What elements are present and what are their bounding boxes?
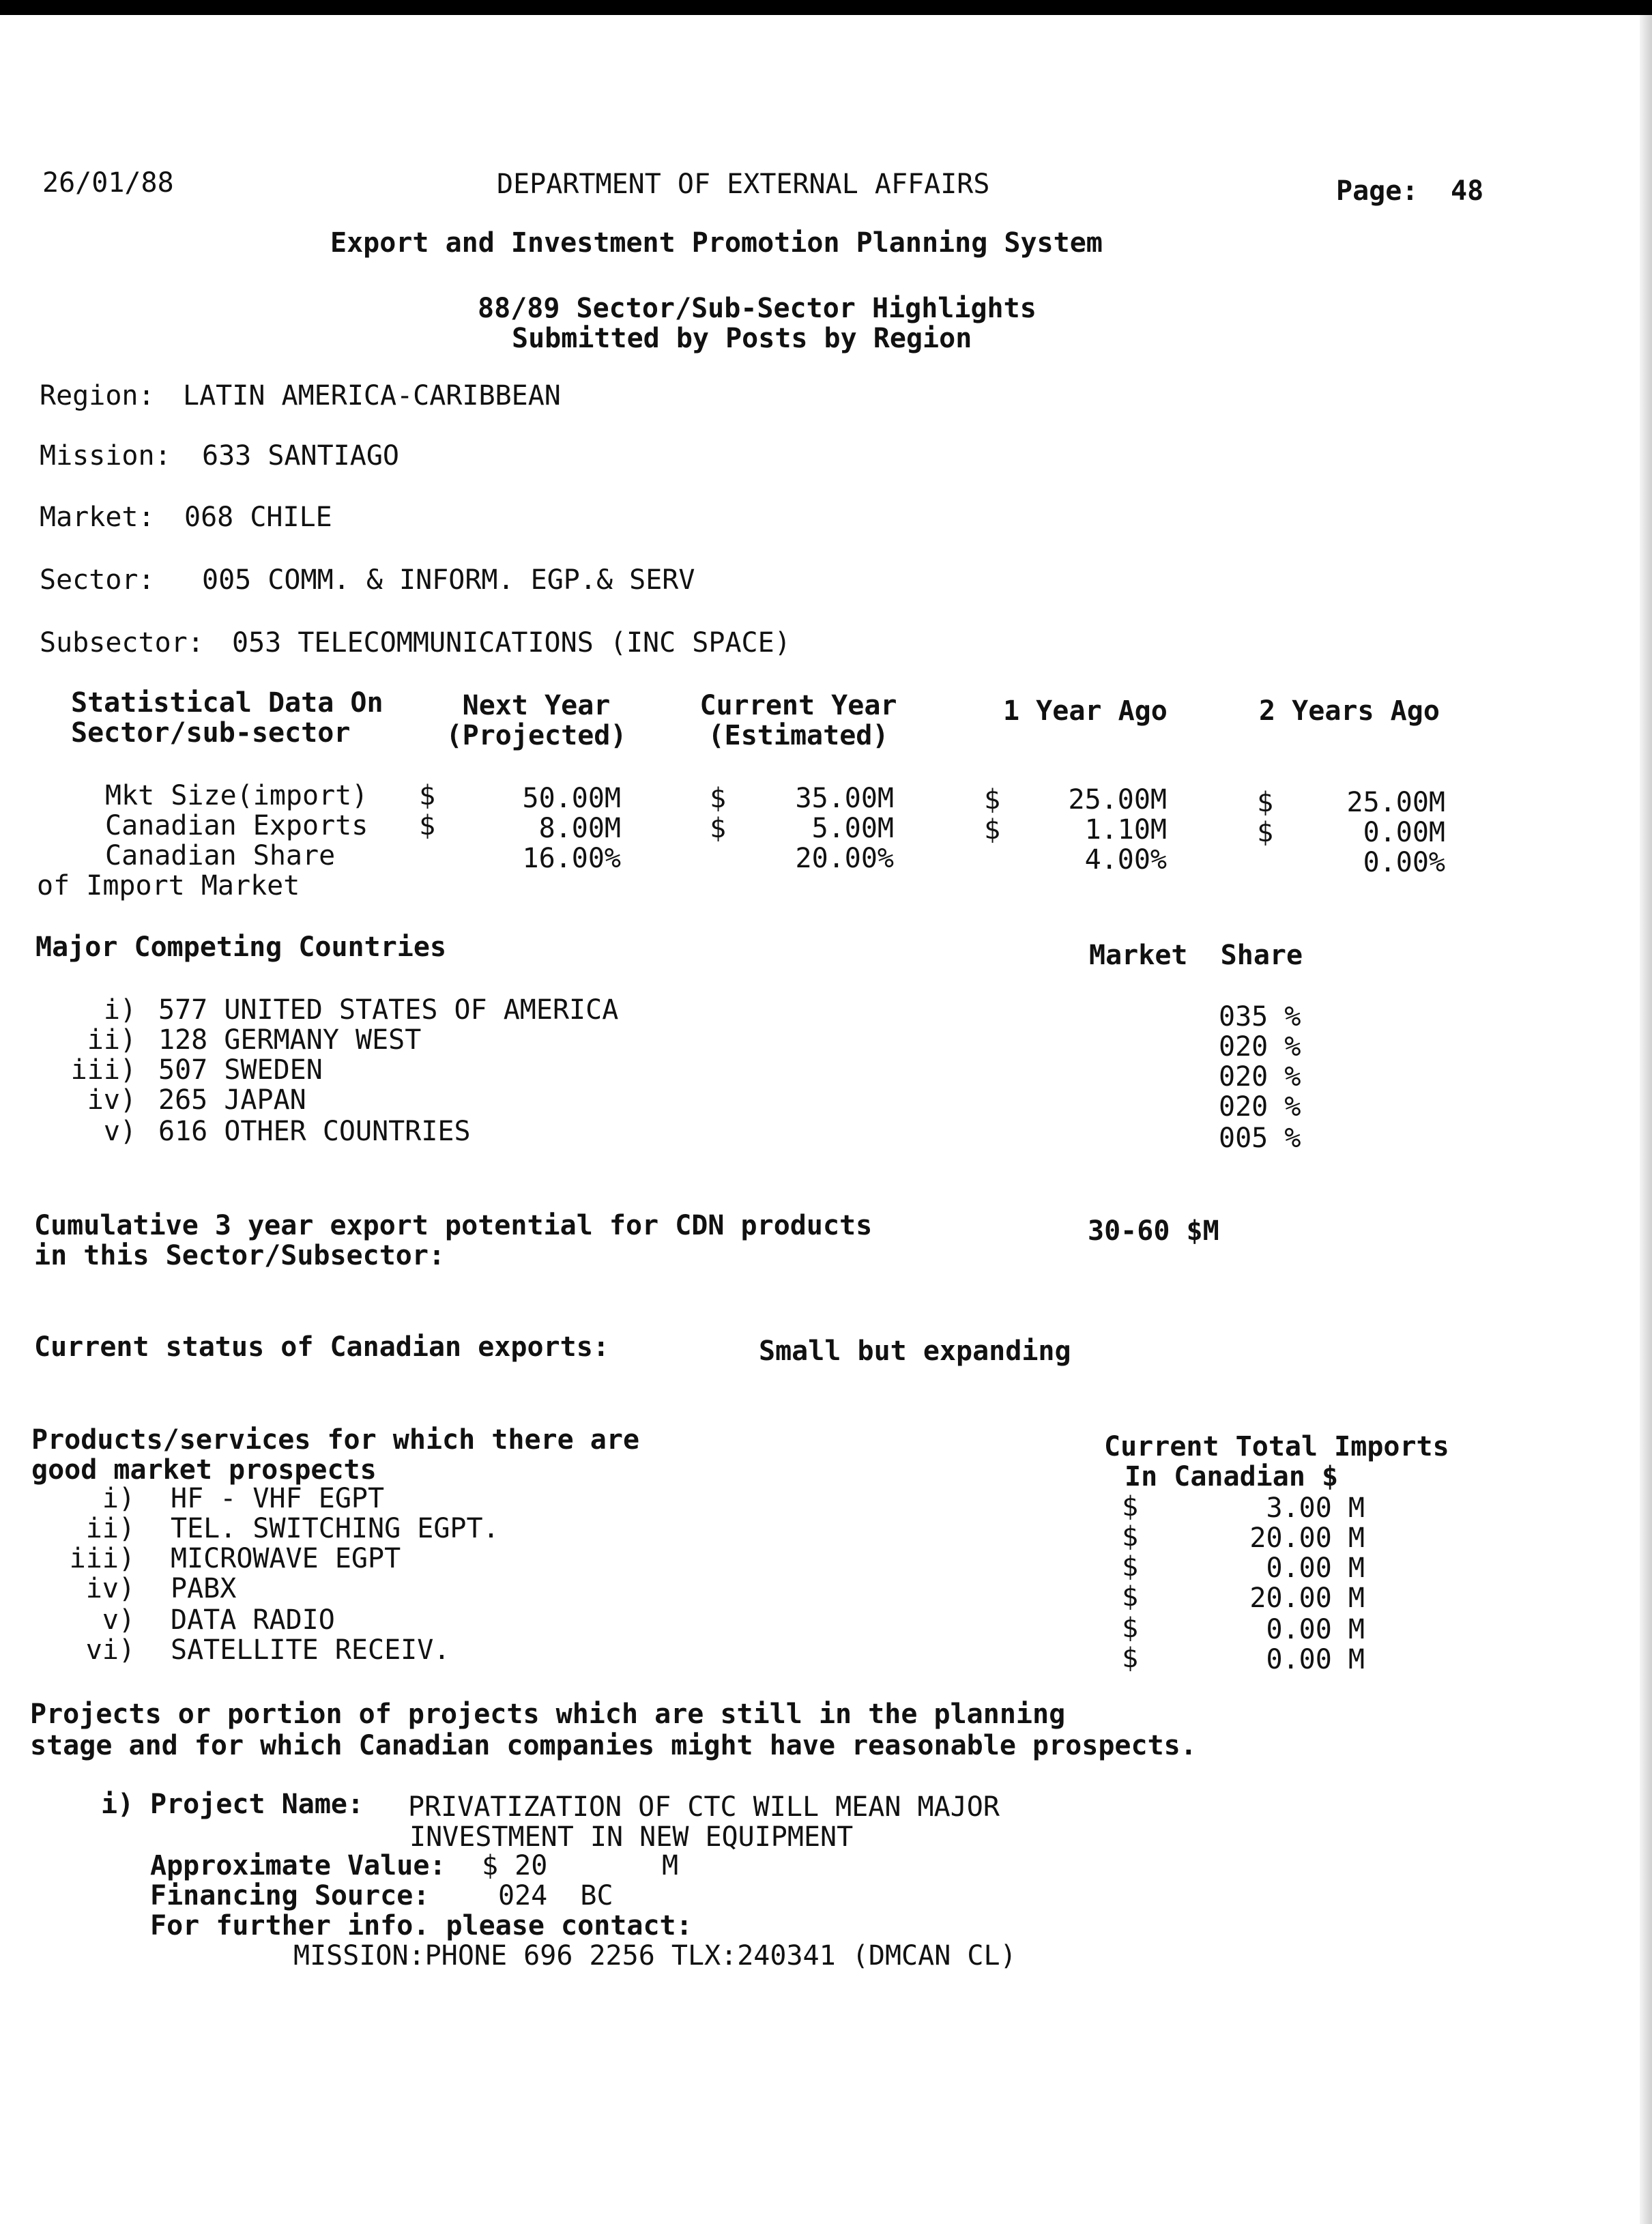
- stat-row-label: Canadian Share: [105, 840, 336, 871]
- product-currency: $: [1122, 1491, 1139, 1522]
- col-1-year-ago: 1 Year Ago: [1003, 695, 1168, 727]
- market-value: 068 CHILE: [184, 502, 332, 533]
- stat-value: 0.00M: [1363, 817, 1445, 848]
- product-numeral: ii): [85, 1513, 135, 1544]
- stat-value: 16.00%: [522, 843, 621, 874]
- competitor-share: 020 %: [1219, 1031, 1301, 1063]
- department-name: DEPARTMENT OF EXTERNAL AFFAIRS: [497, 169, 990, 200]
- report-subtitle: Submitted by Posts by Region: [512, 323, 972, 354]
- contact-value: MISSION:PHONE 696 2256 TLX:240341 (DMCAN CL): [293, 1940, 1017, 1972]
- competitor-name: 507 SWEDEN: [158, 1054, 323, 1086]
- stat-value: 1.10M: [1084, 814, 1167, 846]
- stat-value: 25.00M: [1346, 787, 1445, 818]
- product-currency: $: [1122, 1521, 1139, 1553]
- sector-label: Sector:: [40, 564, 155, 596]
- status-value: Small but expanding: [759, 1335, 1071, 1367]
- projects-intro-line2: stage and for which Canadian companies might have reasonable prospects.: [30, 1730, 1197, 1761]
- product-numeral: i): [102, 1483, 135, 1514]
- financing-value: 024 BC: [498, 1880, 613, 1911]
- region-label: Region:: [40, 380, 155, 411]
- stat-currency: $: [1257, 787, 1274, 818]
- stat-currency: $: [710, 813, 727, 844]
- project-value-label: Approximate Value:: [150, 1850, 446, 1881]
- stat-value: 25.00M: [1068, 784, 1167, 815]
- col-next-year-sub: (Projected): [446, 720, 627, 751]
- products-heading-line1: Products/services for which there are: [31, 1424, 640, 1456]
- page-label: Page:: [1336, 175, 1419, 207]
- market-label: Market:: [40, 502, 155, 533]
- potential-line1: Cumulative 3 year export potential for CDN products: [34, 1210, 873, 1241]
- product-currency: $: [1122, 1551, 1139, 1583]
- mission-value: 633 SANTIAGO: [202, 440, 399, 472]
- stat-value: 0.00%: [1363, 847, 1445, 878]
- stat-currency: $: [1257, 817, 1274, 848]
- stat-row-label: Canadian Exports: [105, 810, 368, 841]
- project-name-line2: INVESTMENT IN NEW EQUIPMENT: [409, 1821, 854, 1853]
- competitors-heading: Major Competing Countries: [35, 932, 447, 963]
- product-name: SATELLITE RECEIV.: [171, 1634, 450, 1666]
- financing-label: Financing Source:: [150, 1880, 430, 1911]
- project-value: $ 20: [482, 1850, 548, 1881]
- stat-currency: $: [419, 780, 436, 811]
- stat-value: 35.00M: [795, 783, 894, 814]
- competitor-share: 020 %: [1219, 1091, 1301, 1123]
- competitor-name: 577 UNITED STATES OF AMERICA: [158, 994, 619, 1026]
- stat-value: 5.00M: [811, 813, 894, 844]
- page-number: 48: [1451, 175, 1484, 207]
- product-import-value: 0.00 M: [1266, 1614, 1365, 1645]
- stat-value: 50.00M: [522, 783, 621, 814]
- competitor-numeral: iv): [87, 1084, 136, 1116]
- region-value: LATIN AMERICA-CARIBBEAN: [183, 380, 561, 411]
- product-name: DATA RADIO: [171, 1604, 335, 1636]
- stat-value: 8.00M: [538, 813, 621, 844]
- col-next-year: Next Year: [462, 690, 611, 721]
- competitor-name: 616 OTHER COUNTRIES: [158, 1116, 471, 1147]
- stats-heading-line2: Sector/sub-sector: [71, 717, 351, 749]
- product-name: HF - VHF EGPT: [171, 1483, 385, 1514]
- col-2-years-ago: 2 Years Ago: [1259, 695, 1440, 727]
- market-share-heading: Market Share: [1089, 940, 1303, 971]
- product-name: PABX: [171, 1573, 237, 1604]
- products-heading-line2: good market prospects: [31, 1454, 377, 1486]
- subsector-value: 053 TELECOMMUNICATIONS (INC SPACE): [232, 627, 791, 659]
- competitor-numeral: iii): [70, 1054, 136, 1086]
- contact-label: For further info. please contact:: [150, 1910, 693, 1941]
- product-numeral: vi): [85, 1634, 135, 1666]
- report-date: 26/01/88: [42, 167, 174, 199]
- stat-currency: $: [419, 810, 436, 841]
- status-label: Current status of Canadian exports:: [34, 1331, 609, 1363]
- project-numeral: i): [101, 1789, 134, 1820]
- product-name: MICROWAVE EGPT: [171, 1543, 401, 1574]
- stat-value: 4.00%: [1084, 844, 1167, 876]
- subsector-label: Subsector:: [40, 627, 204, 659]
- potential-value: 30-60 $M: [1088, 1215, 1219, 1247]
- projects-intro-line1: Projects or portion of projects which are still in the planning: [30, 1699, 1066, 1730]
- stat-share-continuation: of Import Market: [37, 870, 300, 901]
- report-title: 88/89 Sector/Sub-Sector Highlights: [478, 293, 1037, 324]
- sector-value: 005 COMM. & INFORM. EGP.& SERV: [202, 564, 695, 596]
- stat-currency: $: [984, 814, 1001, 846]
- product-import-value: 20.00 M: [1249, 1583, 1365, 1614]
- competitor-numeral: i): [103, 994, 136, 1026]
- product-import-value: 0.00 M: [1266, 1644, 1365, 1675]
- competitor-name: 265 JAPAN: [158, 1084, 306, 1116]
- system-name: Export and Investment Promotion Planning System: [330, 227, 1103, 259]
- potential-line2: in this Sector/Subsector:: [34, 1240, 446, 1271]
- scan-top-border: [0, 0, 1652, 15]
- stats-heading-line1: Statistical Data On: [71, 687, 383, 719]
- scan-right-edge: [1640, 15, 1652, 2224]
- product-import-value: 0.00 M: [1266, 1553, 1365, 1584]
- col-current-year-sub: (Estimated): [708, 720, 889, 751]
- competitor-share: 005 %: [1219, 1123, 1301, 1154]
- product-numeral: iv): [85, 1573, 135, 1604]
- product-currency: $: [1122, 1643, 1139, 1674]
- stat-row-label: Mkt Size(import): [105, 780, 368, 811]
- competitor-numeral: ii): [87, 1024, 136, 1056]
- product-numeral: iii): [69, 1543, 135, 1574]
- competitor-numeral: v): [103, 1116, 136, 1147]
- product-currency: $: [1122, 1581, 1139, 1613]
- competitor-name: 128 GERMANY WEST: [158, 1024, 422, 1056]
- product-name: TEL. SWITCHING EGPT.: [171, 1513, 499, 1544]
- stat-value: 20.00%: [795, 843, 894, 874]
- project-value-unit: M: [662, 1850, 679, 1881]
- imports-heading-line2: In Canadian $: [1125, 1461, 1339, 1492]
- competitor-share: 035 %: [1219, 1001, 1301, 1032]
- product-currency: $: [1122, 1613, 1139, 1644]
- project-name-label: Project Name:: [150, 1789, 364, 1820]
- imports-heading-line1: Current Total Imports: [1104, 1431, 1449, 1462]
- product-import-value: 3.00 M: [1266, 1492, 1365, 1524]
- mission-label: Mission:: [40, 440, 171, 472]
- project-name-line1: PRIVATIZATION OF CTC WILL MEAN MAJOR: [408, 1791, 1000, 1823]
- product-import-value: 20.00 M: [1249, 1522, 1365, 1554]
- stat-currency: $: [984, 784, 1001, 815]
- competitor-share: 020 %: [1219, 1061, 1301, 1093]
- stat-currency: $: [710, 783, 727, 814]
- product-numeral: v): [102, 1604, 135, 1636]
- col-current-year: Current Year: [699, 690, 897, 721]
